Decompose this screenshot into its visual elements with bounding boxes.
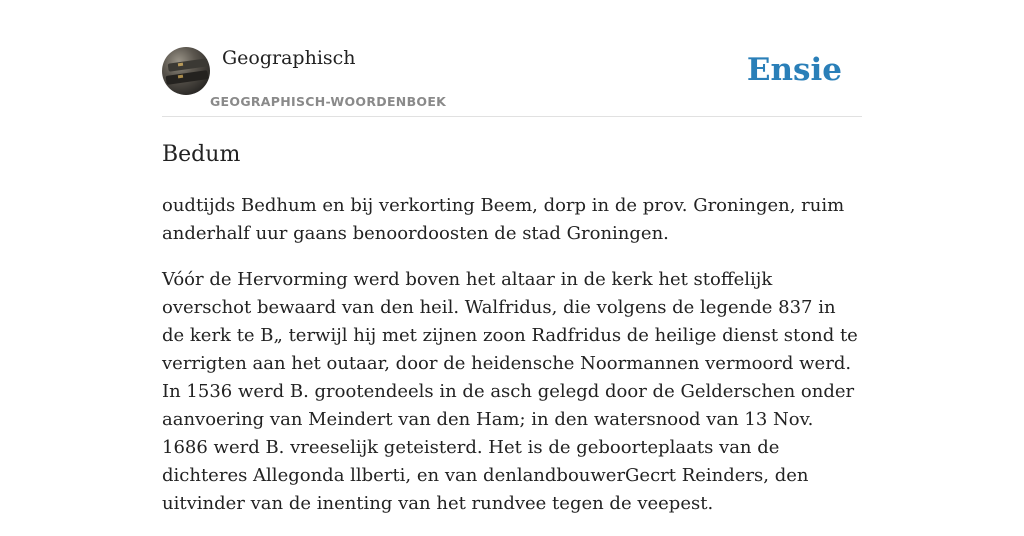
article-title: Bedum: [162, 142, 241, 167]
ensie-logo[interactable]: Ensie: [746, 52, 842, 88]
article-paragraph: Vóór de Hervorming werd boven het altaar in de kerk het stoffelijk overschot bewaard van den heil. Walfridus, die volgens de legende 837 in de kerk te B„ terwijl hij met zijnen zoon Radfridus de heilige dienst stond te verrigten aan het outaar, door de heidensche Noormannen vermoord werd. In 1536 werd B. grootendeels in de asch gelegd door de Gelderschen onder aanvoering van Meindert van den Ham; in den watersnood van 13 Nov. 1686 werd B. vreeselijk geteisterd. Het is de geboorteplaats van de dichteres Allegonda llberti, en van denlandbouwerGecrt Reinders, den uitvinder van de inenting van het rundvee tegen de veepest.: [162, 269, 858, 514]
book-icon: [166, 70, 209, 85]
header: [162, 0, 862, 117]
author-avatar[interactable]: [162, 47, 210, 95]
category-link[interactable]: GEOGRAPHISCH-WOORDENBOEK: [210, 94, 447, 109]
author-name[interactable]: Geographisch: [222, 47, 356, 69]
article-body: [162, 192, 862, 536]
page-container: [162, 0, 862, 514]
article-paragraph: oudtijds Bedhum en bij verkorting Beem, dorp in de prov. Groningen, ruim anderhalf uur gaans benoordoosten de stad Groningen.: [162, 195, 845, 244]
